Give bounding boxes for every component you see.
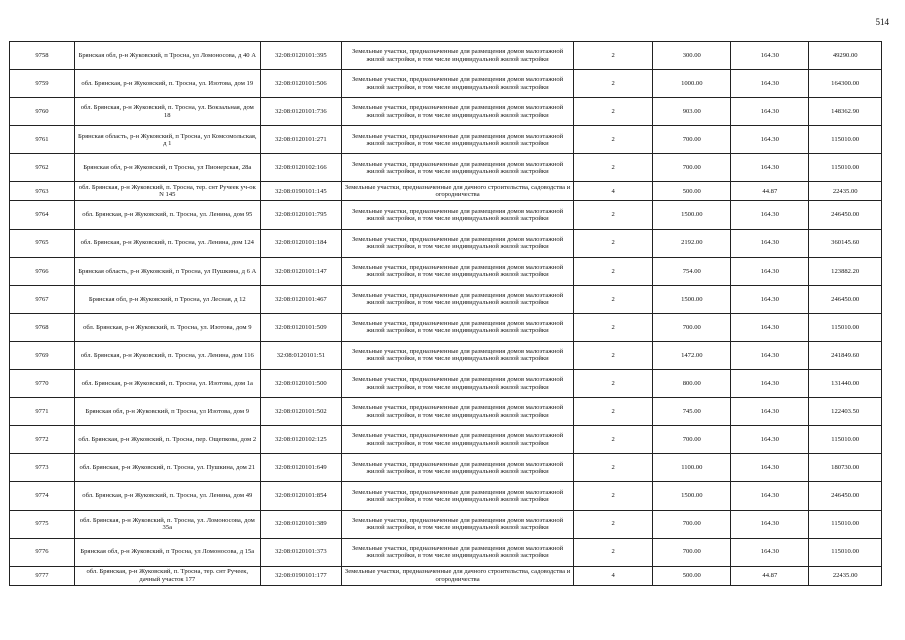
table-row	[10, 126, 882, 154]
land-use-cell: Земельные участки, предназначенные для размещения домов малоэтажной жилой застройки, в том числе индивидуальной жилой застройки	[342, 538, 574, 566]
land-use-cell: Земельные участки, предназначенные для размещения домов малоэтажной жилой застройки, в том числе индивидуальной жилой застройки	[342, 126, 574, 154]
area-cell: 903.00	[653, 98, 731, 126]
row-number-cell: 9768	[10, 313, 75, 341]
cadastral-number-cell: 32:08:0120101:395	[260, 42, 341, 70]
area-cell: 500.00	[653, 182, 731, 201]
table-row	[10, 454, 882, 482]
land-use-cell: Земельные участки, предназначенные для размещения домов малоэтажной жилой застройки, в том числе индивидуальной жилой застройки	[342, 370, 574, 398]
rate-cell: 164.30	[731, 341, 809, 369]
area-cell: 1100.00	[653, 454, 731, 482]
address-cell: обл. Брянская, р-н Жуковский, п. Тросна, тер. снт Ручеек уч-ок N 145	[74, 182, 260, 201]
address-cell: Брянская обл, р-н Жуковский, п Тросна, ул Ломоносова, д 40 А	[74, 42, 260, 70]
address-cell: обл. Брянская, р-н Жуковский, п. Тросна, ул. Вокзальная, дом 18	[74, 98, 260, 126]
area-cell: 1500.00	[653, 285, 731, 313]
cadastral-number-cell: 32:08:0190101:145	[260, 182, 341, 201]
row-number-cell: 9763	[10, 182, 75, 201]
address-cell: Брянская обл, р-н Жуковский, п Тросна, ул Ломоносова, д 15а	[74, 538, 260, 566]
address-cell: Брянская обл, р-н Жуковский, п Тросна, ул Лесная, д 12	[74, 285, 260, 313]
cadastral-number-cell: 32:08:0120101:373	[260, 538, 341, 566]
address-cell: Брянская обл, р-н Жуковский, п Тросна, ул Пионерская, 28а	[74, 154, 260, 182]
cadastral-number-cell: 32:08:0190101:177	[260, 566, 341, 585]
row-number-cell: 9769	[10, 341, 75, 369]
rate-cell: 164.30	[731, 398, 809, 426]
area-cell: 700.00	[653, 538, 731, 566]
land-use-cell: Земельные участки, предназначенные для размещения домов малоэтажной жилой застройки, в том числе индивидуальной жилой застройки	[342, 285, 574, 313]
row-number-cell: 9762	[10, 154, 75, 182]
cadastral-value-cell: 148362.90	[809, 98, 882, 126]
address-cell: обл. Брянская, р-н Жуковский, п. Тросна, ул. Изотова, дом 1а	[74, 370, 260, 398]
cadastral-value-cell: 241849.60	[809, 341, 882, 369]
land-use-cell: Земельные участки, предназначенные для размещения домов малоэтажной жилой застройки, в том числе индивидуальной жилой застройки	[342, 454, 574, 482]
address-cell: обл. Брянская, р-н Жуковский, п. Тросна, пер. Ощепкова, дом 2	[74, 426, 260, 454]
rate-cell: 164.30	[731, 370, 809, 398]
land-use-cell: Земельные участки, предназначенные для размещения домов малоэтажной жилой застройки, в том числе индивидуальной жилой застройки	[342, 229, 574, 257]
cadastral-number-cell: 32:08:0120102:166	[260, 154, 341, 182]
land-use-cell: Земельные участки, предназначенные для размещения домов малоэтажной жилой застройки, в том числе индивидуальной жилой застройки	[342, 398, 574, 426]
cadastral-value-cell: 123882.20	[809, 257, 882, 285]
address-cell: обл. Брянская, р-н Жуковский, п. Тросна, ул. Пушкина, дом 21	[74, 454, 260, 482]
rate-cell: 164.30	[731, 229, 809, 257]
rate-cell: 164.30	[731, 285, 809, 313]
cadastral-number-cell: 32:08:0120101:184	[260, 229, 341, 257]
land-use-cell: Земельные участки, предназначенные для размещения домов малоэтажной жилой застройки, в том числе индивидуальной жилой застройки	[342, 313, 574, 341]
group-cell: 2	[574, 154, 653, 182]
cadastral-value-cell: 246450.00	[809, 482, 882, 510]
row-number-cell: 9776	[10, 538, 75, 566]
land-use-cell: Земельные участки, предназначенные для размещения домов малоэтажной жилой застройки, в том числе индивидуальной жилой застройки	[342, 482, 574, 510]
rate-cell: 44.87	[731, 182, 809, 201]
address-cell: обл. Брянская, р-н Жуковский, п. Тросна, ул. Ленина, дом 49	[74, 482, 260, 510]
row-number-cell: 9777	[10, 566, 75, 585]
area-cell: 300.00	[653, 42, 731, 70]
land-use-cell: Земельные участки, предназначенные для дачного строительства, садоводства и огородничества	[342, 566, 574, 585]
land-use-cell: Земельные участки, предназначенные для размещения домов малоэтажной жилой застройки, в том числе индивидуальной жилой застройки	[342, 257, 574, 285]
rate-cell: 164.30	[731, 70, 809, 98]
group-cell: 2	[574, 229, 653, 257]
address-cell: обл. Брянская, р-н Жуковский, п. Тросна, ул. Ленина, дом 95	[74, 201, 260, 229]
row-number-cell: 9766	[10, 257, 75, 285]
address-cell: обл. Брянская, р-н Жуковский, п. Тросна, ул. Ленина, дом 124	[74, 229, 260, 257]
cadastral-value-cell: 122403.50	[809, 398, 882, 426]
address-cell: Брянская обл, р-н Жуковский, п Тросна, ул Изотова, дом 9	[74, 398, 260, 426]
row-number-cell: 9771	[10, 398, 75, 426]
table-row	[10, 510, 882, 538]
row-number-cell: 9774	[10, 482, 75, 510]
rate-cell: 164.30	[731, 98, 809, 126]
area-cell: 500.00	[653, 566, 731, 585]
area-cell: 1500.00	[653, 201, 731, 229]
rate-cell: 164.30	[731, 510, 809, 538]
group-cell: 2	[574, 370, 653, 398]
row-number-cell: 9760	[10, 98, 75, 126]
cadastral-number-cell: 32:08:0120101:795	[260, 201, 341, 229]
table-row	[10, 154, 882, 182]
cadastral-value-cell: 131440.00	[809, 370, 882, 398]
cadastral-number-cell: 32:08:0120101:736	[260, 98, 341, 126]
row-number-cell: 9772	[10, 426, 75, 454]
address-cell: Брянская область, р-н Жуковский, п Тросна, ул Пушкина, д 6 А	[74, 257, 260, 285]
address-cell: обл. Брянская, р-н Жуковский, п. Тросна, ул. Изотова, дом 9	[74, 313, 260, 341]
area-cell: 800.00	[653, 370, 731, 398]
area-cell: 700.00	[653, 126, 731, 154]
table-row	[10, 257, 882, 285]
table-row	[10, 566, 882, 585]
group-cell: 2	[574, 313, 653, 341]
area-cell: 700.00	[653, 154, 731, 182]
cadastral-number-cell: 32:08:0120101:854	[260, 482, 341, 510]
group-cell: 2	[574, 510, 653, 538]
table-row	[10, 370, 882, 398]
cadastral-value-cell: 115010.00	[809, 538, 882, 566]
row-number-cell: 9765	[10, 229, 75, 257]
group-cell: 2	[574, 126, 653, 154]
group-cell: 2	[574, 201, 653, 229]
row-number-cell: 9767	[10, 285, 75, 313]
area-cell: 700.00	[653, 426, 731, 454]
table-row	[10, 201, 882, 229]
cadastral-value-cell: 22435.00	[809, 182, 882, 201]
cadastral-number-cell: 32:08:0120102:125	[260, 426, 341, 454]
cadastral-value-cell: 115010.00	[809, 313, 882, 341]
cadastral-value-cell: 115010.00	[809, 426, 882, 454]
cadastral-number-cell: 32:08:0120101:271	[260, 126, 341, 154]
cadastral-value-cell: 49290.00	[809, 42, 882, 70]
table-body	[10, 42, 882, 586]
cadastral-value-cell: 180730.00	[809, 454, 882, 482]
land-use-cell: Земельные участки, предназначенные для размещения домов малоэтажной жилой застройки, в том числе индивидуальной жилой застройки	[342, 154, 574, 182]
table-row	[10, 398, 882, 426]
rate-cell: 164.30	[731, 538, 809, 566]
row-number-cell: 9758	[10, 42, 75, 70]
row-number-cell: 9759	[10, 70, 75, 98]
area-cell: 700.00	[653, 510, 731, 538]
cadastral-number-cell: 32:08:0120101:389	[260, 510, 341, 538]
row-number-cell: 9775	[10, 510, 75, 538]
table-row	[10, 426, 882, 454]
group-cell: 4	[574, 566, 653, 585]
cadastral-number-cell: 32:08:0120101:147	[260, 257, 341, 285]
rate-cell: 164.30	[731, 154, 809, 182]
rate-cell: 164.30	[731, 42, 809, 70]
group-cell: 2	[574, 426, 653, 454]
table-row	[10, 313, 882, 341]
cadastral-number-cell: 32:08:0120101:506	[260, 70, 341, 98]
rate-cell: 44.87	[731, 566, 809, 585]
area-cell: 745.00	[653, 398, 731, 426]
rate-cell: 164.30	[731, 454, 809, 482]
area-cell: 1472.00	[653, 341, 731, 369]
cadastral-number-cell: 32:08:0120101:502	[260, 398, 341, 426]
group-cell: 2	[574, 482, 653, 510]
land-use-cell: Земельные участки, предназначенные для размещения домов малоэтажной жилой застройки, в том числе индивидуальной жилой застройки	[342, 341, 574, 369]
cadastral-number-cell: 32:08:0120101:467	[260, 285, 341, 313]
rate-cell: 164.30	[731, 201, 809, 229]
rate-cell: 164.30	[731, 313, 809, 341]
cadastral-value-cell: 115010.00	[809, 154, 882, 182]
group-cell: 2	[574, 257, 653, 285]
cadastral-number-cell: 32:08:0120101:500	[260, 370, 341, 398]
cadastral-value-cell: 164300.00	[809, 70, 882, 98]
row-number-cell: 9773	[10, 454, 75, 482]
address-cell: обл. Брянская, р-н Жуковский, п. Тросна, ул. Ленина, дом 116	[74, 341, 260, 369]
land-use-cell: Земельные участки, предназначенные для размещения домов малоэтажной жилой застройки, в том числе индивидуальной жилой застройки	[342, 510, 574, 538]
rate-cell: 164.30	[731, 426, 809, 454]
area-cell: 1000.00	[653, 70, 731, 98]
land-use-cell: Земельные участки, предназначенные для размещения домов малоэтажной жилой застройки, в том числе индивидуальной жилой застройки	[342, 426, 574, 454]
table-row	[10, 285, 882, 313]
area-cell: 700.00	[653, 313, 731, 341]
rate-cell: 164.30	[731, 126, 809, 154]
page-number: 514	[875, 17, 889, 27]
group-cell: 2	[574, 341, 653, 369]
group-cell: 2	[574, 42, 653, 70]
group-cell: 2	[574, 454, 653, 482]
row-number-cell: 9764	[10, 201, 75, 229]
area-cell: 1500.00	[653, 482, 731, 510]
table-row	[10, 182, 882, 201]
group-cell: 2	[574, 98, 653, 126]
cadastral-value-cell: 115010.00	[809, 510, 882, 538]
land-use-cell: Земельные участки, предназначенные для дачного строительства, садоводства и огородничества	[342, 182, 574, 201]
table-row	[10, 42, 882, 70]
table-row	[10, 98, 882, 126]
table-row	[10, 229, 882, 257]
group-cell: 2	[574, 70, 653, 98]
cadastral-value-cell: 115010.00	[809, 126, 882, 154]
address-cell: Брянская область, р-н Жуковский, п Тросна, ул Комсомольская, д 1	[74, 126, 260, 154]
cadastral-number-cell: 32:08:0120101:649	[260, 454, 341, 482]
group-cell: 2	[574, 538, 653, 566]
land-use-cell: Земельные участки, предназначенные для размещения домов малоэтажной жилой застройки, в том числе индивидуальной жилой застройки	[342, 201, 574, 229]
address-cell: обл. Брянская, р-н Жуковский, п. Тросна, тер. снт Ручеек, дачный участок 177	[74, 566, 260, 585]
land-use-cell: Земельные участки, предназначенные для размещения домов малоэтажной жилой застройки, в том числе индивидуальной жилой застройки	[342, 98, 574, 126]
area-cell: 2192.00	[653, 229, 731, 257]
cadastral-value-cell: 246450.00	[809, 201, 882, 229]
cadastral-number-cell: 32:08:0120101:51	[260, 341, 341, 369]
cadastral-number-cell: 32:08:0120101:509	[260, 313, 341, 341]
cadastral-value-cell: 246450.00	[809, 285, 882, 313]
group-cell: 2	[574, 398, 653, 426]
table-row	[10, 482, 882, 510]
table-row	[10, 70, 882, 98]
table-row	[10, 538, 882, 566]
row-number-cell: 9770	[10, 370, 75, 398]
cadastral-value-cell: 22435.00	[809, 566, 882, 585]
address-cell: обл. Брянская, р-н Жуковский, п. Тросна, ул. Изотова, дом 19	[74, 70, 260, 98]
cadastral-value-cell: 360145.60	[809, 229, 882, 257]
rate-cell: 164.30	[731, 257, 809, 285]
land-use-cell: Земельные участки, предназначенные для размещения домов малоэтажной жилой застройки, в том числе индивидуальной жилой застройки	[342, 70, 574, 98]
land-plot-register-table	[9, 41, 882, 586]
rate-cell: 164.30	[731, 482, 809, 510]
row-number-cell: 9761	[10, 126, 75, 154]
group-cell: 2	[574, 285, 653, 313]
area-cell: 754.00	[653, 257, 731, 285]
group-cell: 4	[574, 182, 653, 201]
table-row	[10, 341, 882, 369]
land-use-cell: Земельные участки, предназначенные для размещения домов малоэтажной жилой застройки, в том числе индивидуальной жилой застройки	[342, 42, 574, 70]
address-cell: обл. Брянская, р-н Жуковский, п. Тросна, ул. Ломоносова, дом 35а	[74, 510, 260, 538]
